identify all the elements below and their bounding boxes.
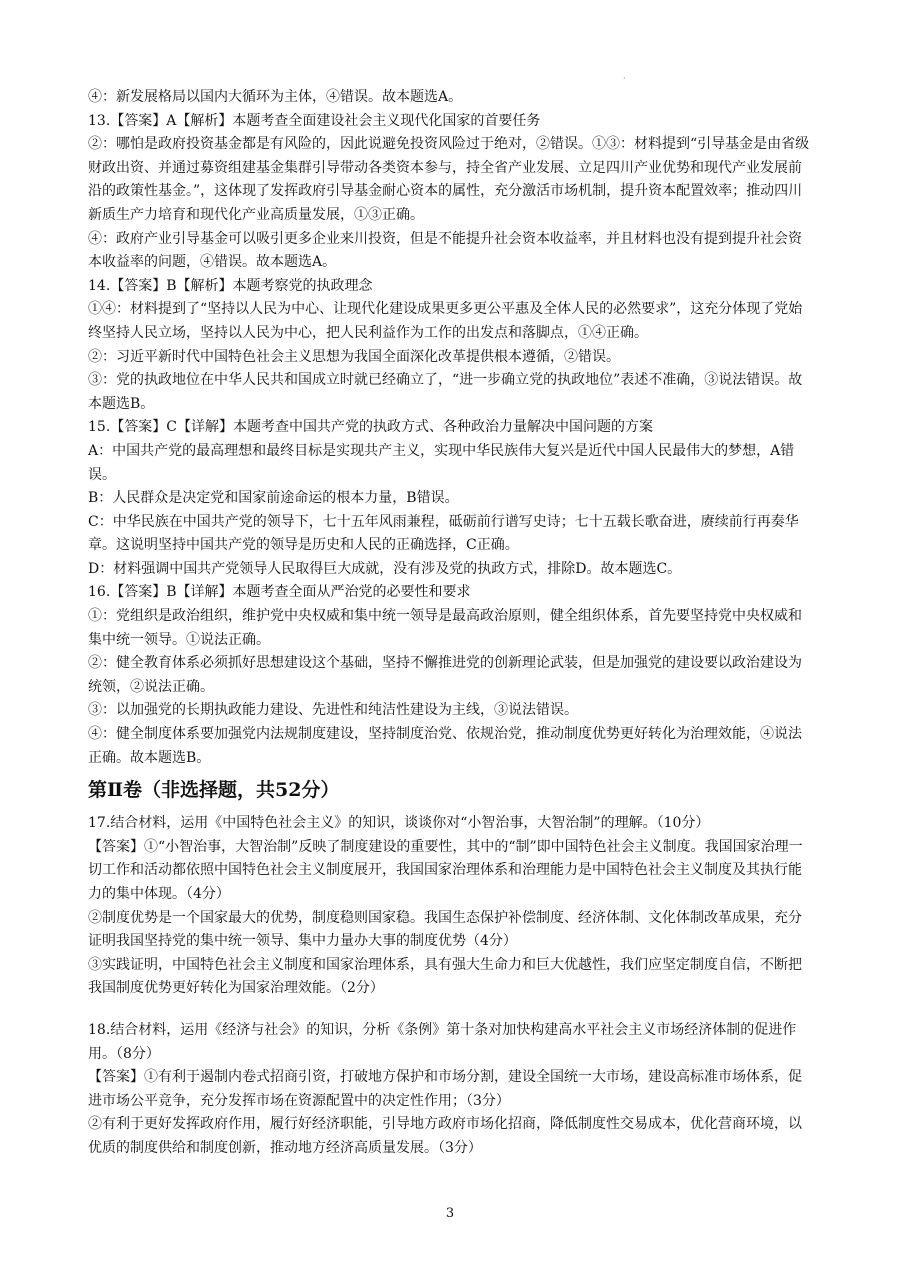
answer-block-q17 bbox=[88, 812, 814, 1001]
page-number: 3 bbox=[445, 1206, 455, 1221]
paragraph: ②：哪怕是政府投资基金都是有风险的，因此说避免投资风险过于绝对，②错误。①③：材料提到“引导基金是由省级财政出资、并通过募资组建基金集群引导带动各类资本参与，持全省产业发展、立足四川产业优势和现代产业发展前沿的政策性基金。”，这体现了发挥政府引导基金耐心资本的属性，充分激活市场机制，提升资本配置效率；推动四川新质生产力培育和现代化产业高质量发展，①③正确。 bbox=[88, 136, 810, 223]
page-content bbox=[88, 86, 814, 1161]
paragraph: ②有利于更好发挥政府作用，履行好经济职能，引导地方政府市场化招商，降低制度性交易成本，优化营商环境，以优质的制度供给和制度创新，推动地方经济高质量发展。（3分） bbox=[88, 1116, 802, 1156]
paragraph: ②制度优势是一个国家最大的优势，制度稳则国家稳。我国生态保护补偿制度、经济体制、文化体制改革成果，充分证明我国坚持党的集中统一领导、集中力量办大事的制度优势（4分） bbox=[88, 909, 802, 950]
question-17-prompt: 17.结合材料，运用《中国特色社会主义》的知识，谈谈你对“小智治事，大智治制”的理解。（10分） bbox=[88, 815, 710, 832]
paragraph: ②：健全教育体系必须抓好思想建设这个基础，坚持不懈推进党的创新理论武装，但是加强党的建设要以政治建设为统领，②说法正确。 bbox=[88, 655, 802, 695]
paragraph: B：人民群众是决定党和国家前途命运的根本力量，B错误。 bbox=[88, 490, 459, 507]
question-13-heading: 13.【答案】A【解析】本题考查全面建设社会主义现代化国家的首要任务 bbox=[88, 112, 541, 129]
paragraph: ③：以加强党的长期执政能力建设、先进性和纯洁性建设为主线，③说法错误。 bbox=[88, 702, 578, 719]
paragraph: 【答案】①“小智治事，大智治制”反映了制度建设的重要性，其中的“制”即中国特色社会主义制度。我国国家治理一切工作和活动都依照中国特色社会主义制度展开，我国国家治理体系和治理能力是中国特色社会主义制度及其执行能力的集中体现。（4分） bbox=[88, 838, 803, 902]
question-16-heading: 16.【答案】B【详解】本题考查全面从严治党的必要性和要求 bbox=[88, 584, 471, 601]
paragraph: ④：政府产业引导基金可以吸引更多企业来川投资，但是不能提升社会资本收益率，并且材料也没有提到提升社会资本收益率的问题，④错误。故本题选A。 bbox=[88, 230, 802, 271]
paragraph: A：中国共产党的最高理想和最终目标是实现共产主义，实现中华民族伟大复兴是近代中国人民最伟大的梦想，A错误。 bbox=[88, 442, 795, 483]
paragraph: ④：新发展格局以国内大循环为主体，④错误。故本题选A。 bbox=[88, 89, 463, 105]
paragraph: C：中华民族在中国共产党的领导下，七十五年风雨兼程，砥砺前行谱写史诗；七十五载长歌奋进，赓续前行再奏华章。这说明坚持中国共产党的领导是历史和人民的正确选择，C正确。 bbox=[88, 513, 799, 554]
paragraph: ③：党的执政地位在中华人民共和国成立时就已经确立了，“进一步确立党的执政地位”表述不准确，③说法错误。故本题选B。 bbox=[88, 372, 803, 412]
answer-block-q18 bbox=[88, 1019, 814, 1161]
paragraph: ①：党组织是政治组织，维护党中央权威和集中统一领导是最高政治原则，健全组织体系，首先要坚持党中央权威和集中统一领导。①说法正确。 bbox=[88, 608, 802, 648]
answer-block-choice bbox=[88, 86, 814, 770]
question-18-prompt: 18.结合材料，运用《经济与社会》的知识，分析《条例》第十条对加快构建高水平社会主义市场经济体制的促进作用。（8分） bbox=[88, 1021, 797, 1062]
section-title: 第Ⅱ卷（非选择题，共52分） bbox=[88, 779, 340, 802]
scan-mark: · bbox=[623, 74, 626, 83]
question-15-heading: 15.【答案】C【详解】本题考查中国共产党的执政方式、各种政治力量解决中国问题的方案 bbox=[88, 419, 653, 436]
paragraph: ④：健全制度体系要加强党内法规制度建设，坚持制度治党、依规治党，推动制度优势更好转化为治理效能，④说法正确。故本题选B。 bbox=[88, 726, 802, 766]
paragraph: ①④：材料提到了“坚持以人民为中心、让现代化建设成果更多更公平惠及全体人民的必然要求”，这充分体现了党始终坚持人民立场，坚持以人民为中心，把人民利益作为工作的出发点和落脚点，①④正确。 bbox=[88, 301, 803, 341]
spacer bbox=[88, 1001, 814, 1019]
question-14-heading: 14.【答案】B【解析】本题考察党的执政理念 bbox=[88, 277, 373, 294]
paragraph: 【答案】①有利于遏制内卷式招商引资，打破地方保护和市场分割，建设全国统一大市场，建设高标准市场体系，促进市场公平竞争，充分发挥市场在资源配置中的决定性作用；（3分） bbox=[88, 1069, 802, 1109]
paragraph: ③实践证明，中国特色社会主义制度和国家治理体系，具有强大生命力和巨大优越性，我们应坚定制度自信，不断把我国制度优势更好转化为国家治理效能。（2分） bbox=[88, 956, 802, 997]
paragraph: D：材料强调中国共产党领导人民取得巨大成就，没有涉及党的执政方式，排除D。故本题选C。 bbox=[88, 560, 682, 577]
paragraph: ②：习近平新时代中国特色社会主义思想为我国全面深化改革提供根本遵循，②错误。 bbox=[88, 348, 620, 365]
